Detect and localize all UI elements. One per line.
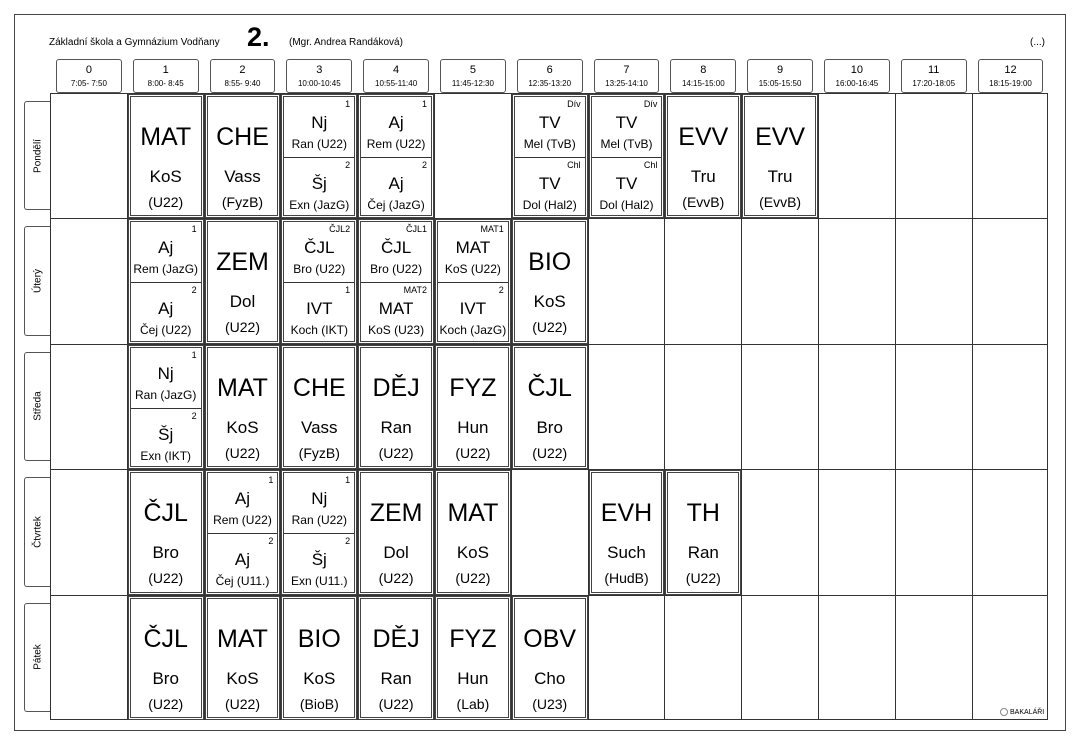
lesson-card[interactable] [665, 470, 741, 594]
subject: Aj [234, 489, 251, 509]
teacher: Bro [536, 417, 563, 437]
lesson-group[interactable] [361, 282, 431, 343]
timetable-grid [50, 93, 1048, 720]
column-divider [818, 94, 819, 719]
subject: CHE [216, 123, 269, 151]
room: (U22) [455, 444, 491, 461]
period-header [286, 59, 352, 93]
group-label: 1 [345, 99, 351, 109]
group-label: Chl [567, 160, 581, 170]
subject: ZEM [369, 499, 423, 528]
subject: ZEM [216, 248, 269, 277]
room: (FyzB) [298, 444, 340, 461]
lesson-group[interactable] [592, 97, 662, 157]
subject: Aj [388, 113, 404, 132]
subject: EVH [600, 499, 653, 528]
lesson-group[interactable] [361, 222, 431, 282]
lesson-card[interactable] [205, 219, 281, 343]
lesson-card[interactable] [281, 345, 357, 469]
subject: TV [615, 174, 638, 193]
lesson-card[interactable] [205, 345, 281, 469]
teacher: Ran [380, 668, 412, 688]
subject: FYZ [449, 373, 497, 402]
lesson-card[interactable] [281, 219, 357, 343]
column-divider [972, 94, 973, 719]
group-label: MAT1 [480, 224, 504, 235]
teacher-room: KoS (U23) [368, 323, 425, 338]
teacher-room: Koch (IKT) [290, 323, 348, 338]
day-label [24, 477, 50, 586]
bakalari-brand [1000, 708, 1044, 716]
subject: BIO [528, 248, 572, 277]
subject: ČJL [527, 373, 572, 402]
subject: ČJL [143, 624, 188, 653]
room: (U22) [224, 695, 260, 712]
lesson-group[interactable] [208, 533, 278, 594]
period-header [670, 59, 736, 93]
lesson-group[interactable] [284, 157, 354, 218]
subject: Aj [158, 238, 174, 258]
group-label: 2 [345, 160, 351, 170]
day-name: Čtvrtek [32, 516, 43, 548]
subject: MAT [217, 373, 268, 402]
group-label: Chl [643, 160, 658, 170]
teacher-room: Dol (Hal2) [599, 198, 654, 212]
subject: Šj [158, 424, 174, 444]
subject: Nj [311, 113, 328, 132]
lesson-card[interactable] [128, 94, 204, 218]
room: (U22) [378, 570, 414, 587]
period-number: 4 [393, 64, 400, 76]
lesson-card[interactable] [128, 219, 204, 343]
room: (EvvB) [682, 194, 725, 210]
group-label: ČJL2 [329, 224, 351, 235]
teacher: Tru [767, 167, 793, 186]
group-label: 2 [421, 160, 427, 170]
day-label [24, 226, 50, 335]
lesson-group[interactable] [438, 222, 508, 282]
teacher-room: Čej (U22) [140, 323, 192, 338]
lesson-card[interactable] [281, 94, 357, 218]
subject: TV [615, 113, 638, 132]
period-number: 2 [239, 64, 246, 76]
teacher-room: Ran (U22) [291, 137, 347, 151]
period-number: 6 [546, 64, 553, 76]
teacher: Bro [152, 543, 179, 563]
group-label: 1 [345, 285, 351, 296]
lesson-group[interactable] [284, 97, 354, 157]
period-number: 12 [1004, 64, 1017, 76]
group-label: 1 [421, 99, 427, 109]
group-label: 2 [345, 536, 351, 547]
lesson-group[interactable] [131, 348, 201, 408]
teacher: KoS [226, 668, 259, 688]
lesson-group[interactable] [361, 97, 431, 157]
group-label: ČJL1 [405, 224, 427, 235]
lesson-group[interactable] [361, 157, 431, 218]
group-label: Dív [567, 99, 581, 109]
teacher-room: Koch (JazG) [439, 323, 507, 338]
teacher: KoS [456, 543, 489, 563]
teacher-room: Mel (TvB) [600, 137, 653, 151]
lesson-group[interactable] [284, 533, 354, 594]
teacher: KoS [149, 167, 182, 186]
subject: MAT [217, 624, 268, 653]
teacher-room: Dol (Hal2) [522, 198, 577, 212]
lesson-card[interactable] [281, 470, 357, 594]
period-header [56, 59, 122, 93]
room: (U23) [532, 695, 568, 712]
lesson-group[interactable] [515, 157, 585, 218]
period-time: 8:00- 8:45 [147, 79, 184, 88]
lesson-card[interactable] [358, 219, 434, 343]
period-number: 7 [623, 64, 630, 76]
lesson-card[interactable] [435, 470, 511, 594]
lesson-card[interactable] [512, 345, 588, 469]
subject: Šj [311, 550, 327, 570]
teacher: KoS [226, 417, 259, 437]
lesson-card[interactable] [205, 94, 281, 218]
period-number: 8 [700, 64, 707, 76]
teacher-room: Rem (JazG) [133, 262, 199, 277]
room: (U22) [224, 319, 260, 336]
period-time: 10:00-10:45 [297, 79, 341, 88]
group-label: 2 [191, 410, 197, 421]
lesson-card[interactable] [665, 94, 741, 218]
lesson-card[interactable] [128, 345, 204, 469]
subject: FYZ [449, 624, 497, 653]
teacher-room: Exn (JazG) [289, 198, 350, 212]
group-label: MAT2 [403, 285, 427, 296]
teacher-room: Mel (TvB) [523, 137, 576, 151]
subject: Nj [157, 363, 174, 383]
period-header [978, 59, 1044, 93]
subject: Šj [311, 174, 327, 193]
room: (HudB) [604, 570, 649, 587]
teacher-room: Exn (U11.) [291, 574, 348, 589]
teacher: Vass [224, 167, 261, 186]
group-label: 1 [191, 349, 197, 360]
period-header [901, 59, 967, 93]
lesson-card[interactable] [128, 470, 204, 594]
lesson-card[interactable] [512, 219, 588, 343]
lesson-card[interactable] [512, 94, 588, 218]
period-number: 10 [850, 64, 864, 76]
subject: IVT [306, 299, 333, 319]
subject: MAT [378, 299, 414, 319]
period-header [747, 59, 813, 93]
room: (EvvB) [759, 194, 802, 210]
period-number: 5 [469, 64, 476, 76]
teacher: Ran [380, 417, 412, 437]
subject: BIO [297, 624, 341, 653]
teacher-room: KoS (U22) [444, 262, 501, 277]
lesson-card[interactable] [742, 94, 818, 218]
period-time: 7:05- 7:50 [70, 79, 107, 88]
day-name: Úterý [32, 269, 43, 294]
period-time: 15:05-15:50 [758, 79, 802, 88]
teacher-room: Ran (U22) [291, 513, 347, 528]
group-label: 2 [498, 285, 504, 296]
room: (U22) [532, 319, 568, 336]
teacher: Cho [534, 668, 566, 688]
room: (U22) [378, 695, 414, 712]
lesson-card[interactable] [589, 94, 665, 218]
teacher-room: Bro (U22) [293, 262, 346, 277]
teacher-room: Ran (JazG) [135, 387, 197, 402]
teacher: Ran [687, 543, 719, 563]
teacher-room: Čej (JazG) [367, 198, 425, 212]
subject: Aj [388, 174, 404, 193]
group-label: 2 [268, 536, 274, 547]
subject: MAT [140, 123, 192, 151]
period-time: 11:45-12:30 [451, 79, 494, 88]
subject: ČJL [143, 499, 188, 528]
lesson-group[interactable] [131, 222, 201, 282]
room: (U22) [685, 570, 721, 587]
teacher: Hun [457, 668, 489, 688]
subject: Aj [158, 299, 174, 319]
lesson-card[interactable] [205, 470, 281, 594]
period-time: 14:15-15:00 [681, 79, 725, 88]
subject: TH [686, 499, 720, 528]
lesson-card[interactable] [435, 596, 511, 720]
period-time: 13:25-14:10 [605, 79, 648, 88]
room: (U22) [455, 570, 491, 587]
period-header [210, 59, 276, 93]
subject: CHE [292, 373, 346, 402]
subject: EVV [755, 123, 806, 151]
lesson-card[interactable] [128, 596, 204, 720]
lesson-card[interactable] [281, 596, 357, 720]
teacher: Vass [301, 417, 338, 437]
period-time: 17:20-18:05 [912, 79, 956, 88]
subject: ČJL [304, 238, 335, 258]
subject: TV [538, 113, 561, 132]
teacher: KoS [303, 668, 336, 688]
day-label [24, 603, 50, 712]
school-name: Základní škola a Gymnázium Vodňany [49, 37, 220, 48]
room: (FyzB) [221, 194, 264, 210]
room: (U22) [532, 444, 568, 461]
teacher-room: Bro (U22) [370, 262, 423, 277]
period-header [824, 59, 890, 93]
period-time: 16:00-16:45 [835, 79, 879, 88]
subject: TV [538, 174, 561, 193]
room: (BioB) [299, 695, 339, 712]
lesson-group[interactable] [208, 473, 278, 533]
teacher-room: Rem (U22) [213, 513, 272, 528]
lesson-card[interactable] [205, 596, 281, 720]
period-header [363, 59, 429, 93]
day-label [24, 352, 50, 461]
period-header [594, 59, 660, 93]
period-time: 8:55- 9:40 [224, 79, 261, 88]
class-teacher: (Mgr. Andrea Randáková) [289, 37, 403, 48]
day-name: Pondělí [32, 138, 43, 173]
group-label: 1 [268, 475, 274, 486]
group-label: Dív [643, 99, 658, 109]
lesson-group[interactable] [284, 222, 354, 282]
lesson-card[interactable] [358, 596, 434, 720]
lesson-card[interactable] [435, 219, 511, 343]
room: (U22) [378, 444, 414, 461]
lesson-card[interactable] [358, 94, 434, 218]
teacher: Dol [383, 543, 409, 563]
lesson-card[interactable] [512, 596, 588, 720]
period-number: 3 [316, 64, 323, 76]
subject: MAT [455, 238, 491, 258]
teacher: Tru [690, 167, 716, 186]
lesson-card[interactable] [589, 470, 665, 594]
period-header [133, 59, 199, 93]
period-number: 0 [85, 64, 92, 76]
subject: ČJL [380, 238, 412, 258]
lesson-group[interactable] [515, 97, 585, 157]
day-name: Středa [32, 391, 43, 422]
teacher: KoS [533, 292, 566, 312]
room: (U22) [148, 570, 184, 587]
subject: MAT [447, 499, 499, 528]
lesson-group[interactable] [284, 473, 354, 533]
room: (U22) [148, 695, 184, 712]
group-label: 1 [191, 224, 197, 235]
teacher-room: Exn (IKT) [140, 448, 192, 463]
group-label: 1 [345, 475, 351, 486]
lesson-group[interactable] [284, 282, 354, 343]
subject: IVT [459, 299, 487, 319]
day-label [24, 101, 50, 210]
period-number: 11 [927, 64, 940, 76]
subject: DĚJ [372, 373, 420, 402]
teacher: Hun [457, 417, 489, 437]
period-header [440, 59, 506, 93]
room: (U22) [224, 444, 260, 461]
brand-label: BAKALÁŘI [1010, 708, 1045, 716]
lesson-group[interactable] [131, 408, 201, 469]
lesson-card[interactable] [435, 345, 511, 469]
lesson-group[interactable] [592, 157, 662, 218]
lesson-card[interactable] [358, 470, 434, 594]
period-time: 10:55-11:40 [375, 79, 418, 88]
lesson-card[interactable] [358, 345, 434, 469]
lesson-group[interactable] [438, 282, 508, 343]
column-divider [895, 94, 896, 719]
period-number: 1 [162, 64, 169, 76]
teacher: Such [607, 543, 646, 563]
teacher-room: Čej (U11.) [215, 574, 270, 589]
period-time: 12:35-13:20 [528, 79, 572, 88]
subject: OBV [523, 624, 577, 653]
room: (Lab) [456, 695, 490, 712]
bakalari-logo-icon [1000, 708, 1008, 716]
period-time: 18:15-19:00 [989, 79, 1032, 88]
teacher-room: Rem (U22) [366, 137, 426, 151]
group-label: 2 [191, 285, 197, 296]
more-link[interactable]: (...) [1030, 37, 1045, 48]
class-name: 2. [247, 22, 270, 52]
period-number: 9 [777, 64, 784, 76]
subject: Nj [311, 489, 328, 509]
teacher: Bro [152, 668, 179, 688]
room: (U22) [148, 194, 184, 210]
period-header [517, 59, 583, 93]
subject: DĚJ [372, 624, 420, 653]
lesson-group[interactable] [131, 282, 201, 343]
teacher: Dol [229, 292, 256, 312]
day-name: Pátek [32, 644, 43, 671]
subject: Aj [234, 550, 251, 570]
subject: EVV [678, 123, 729, 151]
